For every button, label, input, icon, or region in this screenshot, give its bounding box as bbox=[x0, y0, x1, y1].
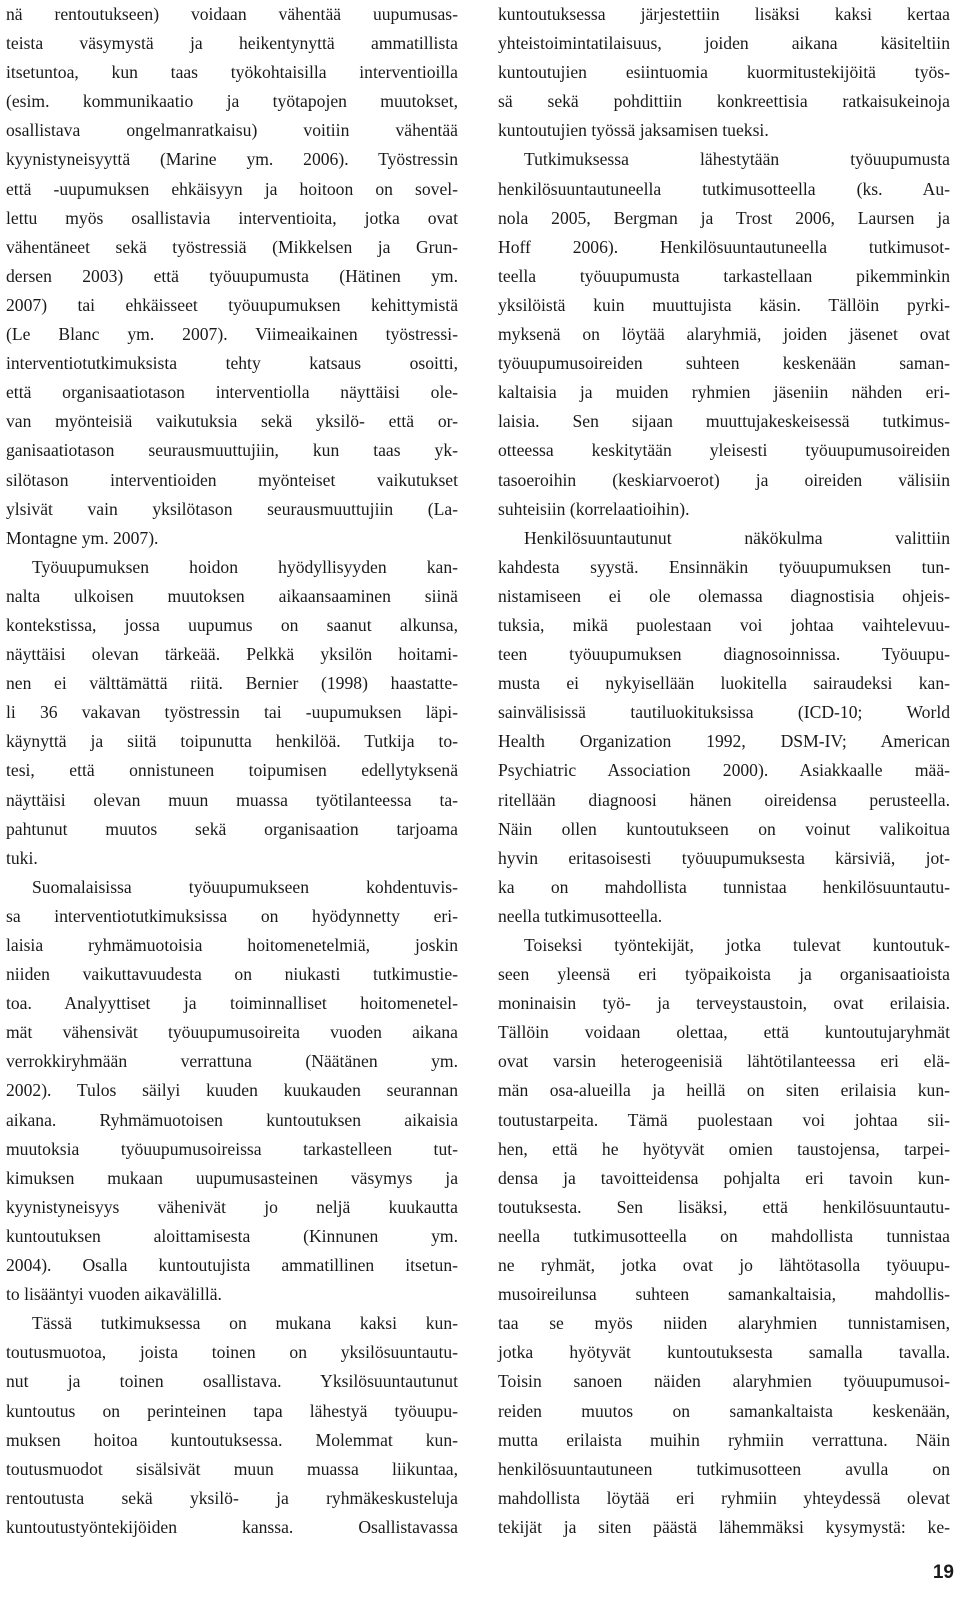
text-line: toutusmuotoa, joista toinen on yksilösuuntautu- bbox=[6, 1342, 458, 1363]
text-line: neella tutkimusotteella. bbox=[498, 905, 663, 926]
text-line: mahdollista löytää eri ryhmiin yhteydessä olevat bbox=[498, 1487, 950, 1508]
text-line: mutta erilaista muihin ryhmiin verrattuna. Näin bbox=[498, 1429, 950, 1450]
right-paragraph bbox=[498, 0, 950, 145]
text-line: laisia ryhmämuotoisia hoitomenetelmiä, joskin bbox=[6, 935, 458, 955]
text-line: to lisääntyi vuoden aikavälillä. bbox=[6, 1284, 222, 1305]
text-line: kuntoutujien työssä jaksamisen tueksi. bbox=[498, 120, 769, 141]
text-line: sä sekä pohdittiin konkreettisia ratkaisukeinoja bbox=[498, 91, 950, 112]
text-line: toutusmuodot sisälsivät muun muassa liikuntaa, bbox=[6, 1458, 458, 1479]
text-line: silötason interventioiden myönteiset vaikutukset bbox=[6, 469, 458, 490]
text-line: hyvin eritasoisesti työuupumuksesta kärsiviä, jot- bbox=[498, 847, 950, 868]
text-line: Hoff 2006). Henkilösuuntautuneella tutkimusot- bbox=[498, 236, 950, 257]
text-line: yksilöistä kuin muuttujista käsin. Tällöin pyrki- bbox=[498, 294, 950, 315]
text-line: nä rentoutukseen) voidaan vähentää uupumusas- bbox=[6, 4, 458, 24]
text-line: henkilösuuntautuneella tutkimusotteella (ks. Au- bbox=[498, 178, 950, 199]
text-line: tasoeroihin (keskiarvoerot) ja oireiden välisiin bbox=[498, 469, 950, 490]
text-line: nalta ulkoisen muutoksen aikaansaaminen siinä bbox=[6, 585, 458, 606]
text-line: verrokkiryhmään verrattuna (Näätänen ym. bbox=[6, 1051, 458, 1072]
text-line: Tässä tutkimuksessa on mukana kaksi kun- bbox=[32, 1313, 458, 1334]
right-paragraph bbox=[498, 145, 950, 523]
text-line: ka on mahdollista tunnistaa henkilösuuntautu- bbox=[498, 876, 950, 897]
text-line: teista väsymystä ja heikentynyttä ammatillista bbox=[6, 33, 458, 54]
left-paragraph bbox=[6, 553, 458, 873]
text-line: teen työuupumuksen diagnosoinnissa. Työuupu- bbox=[498, 644, 950, 665]
text-line: kuntoutuksessa järjestettiin lisäksi kaksi kertaa bbox=[498, 4, 950, 24]
text-line: li 36 vakavan työstressin tai -uupumuksen läpi- bbox=[6, 702, 458, 723]
text-line: laisia. Sen sijaan muuttujakeskeisessä tutkimus- bbox=[498, 411, 950, 432]
text-line: itsetuntoa, kun taas työkohtaisilla interventioilla bbox=[6, 62, 458, 83]
text-line: että -uupumuksen ehkäisyyn ja hoitoon on sovel- bbox=[6, 178, 458, 199]
text-line: kimuksen mukaan uupumusasteinen väsymys ja bbox=[6, 1167, 458, 1188]
text-line: (Le Blanc ym. 2007). Viimeaikainen työstressi- bbox=[6, 324, 458, 345]
text-line: Toiseksi työntekijät, jotka tulevat kuntoutuk- bbox=[524, 935, 950, 955]
text-line: käynyttä ja siitä toipunutta henkilöä. Tutkija to- bbox=[6, 731, 458, 752]
text-line: toutustarpeita. Tämä puolestaan voi johtaa sii- bbox=[498, 1109, 950, 1130]
text-line: Tällöin voidaan olettaa, että kuntoutujaryhmät bbox=[498, 1022, 950, 1043]
text-line: Henkilösuuntautunut näkökulma valittiin bbox=[524, 527, 950, 548]
text-line: tuki. bbox=[6, 847, 38, 868]
right-paragraph bbox=[498, 524, 950, 931]
text-line: ritellään diagnoosi hänen oireidensa perusteella. bbox=[498, 789, 950, 810]
text-line: nut ja toinen osallistava. Yksilösuuntautunut bbox=[6, 1371, 458, 1392]
text-line: pahtunut muutos sekä organisaation tarjoama bbox=[6, 818, 458, 839]
text-line: män osa-alueilla ja heillä on siten erilaisia kun- bbox=[498, 1080, 950, 1101]
text-line: kuntoutus on perinteinen tapa lähestyä työuupu- bbox=[6, 1400, 458, 1421]
text-line: ne ryhmät, jotka ovat jo lähtötasolla työuupu- bbox=[498, 1255, 950, 1276]
text-line: sa interventiotutkimuksissa on hyödynnetty eri- bbox=[6, 905, 458, 926]
text-line: aikana. Ryhmämuotoisen kuntoutuksen aikaisia bbox=[6, 1109, 458, 1130]
text-line: kyynistyneisyys vähenivät jo neljä kuukautta bbox=[6, 1196, 458, 1217]
text-line: neella tutkimusotteella on mahdollista tunnistaa bbox=[498, 1225, 950, 1246]
left-column bbox=[6, 0, 458, 1542]
text-line: otteessa keskitytään yleisesti työuupumusoireiden bbox=[498, 440, 950, 461]
text-line: van myönteisiä vaikutuksia sekä yksilö- että or- bbox=[6, 411, 458, 432]
text-line: lettu myös osallistavia interventioita, jotka ovat bbox=[6, 207, 458, 228]
text-line: musoireilunsa suhteen samankaltaisia, mahdollis- bbox=[498, 1284, 950, 1305]
text-line: tuksia, mikä puolestaan voi johtaa vaihtelevuu- bbox=[498, 614, 950, 635]
text-line: reiden muutos on samankaltaista keskenään, bbox=[498, 1400, 950, 1421]
text-line: rentoutusta sekä yksilö- ja ryhmäkeskusteluja bbox=[6, 1487, 458, 1508]
text-line: kuntoutuksen aloittamisesta (Kinnunen ym. bbox=[6, 1225, 458, 1246]
text-line: teella työuupumusta tarkastellaan pikemminkin bbox=[498, 265, 950, 286]
text-line: kuntoutustyöntekijöiden kanssa. Osallistavassa bbox=[6, 1516, 458, 1537]
text-line: densa ja tavoitteidensa pohjalta eri tavoin kun- bbox=[498, 1167, 950, 1188]
text-line: Suomalaisissa työuupumukseen kohdentuvis- bbox=[32, 876, 458, 897]
text-line: muksen hoitoa kuntoutuksessa. Molemmat kun- bbox=[6, 1429, 458, 1450]
text-line: hen, että he hyötyvät omien taustojensa, tarpei- bbox=[498, 1138, 950, 1159]
text-line: musta ei nykyisellään luokitella sairaudeksi kan- bbox=[498, 673, 950, 694]
text-line: toa. Analyyttiset ja toiminnalliset hoitomenetel- bbox=[6, 993, 458, 1014]
text-line: ylsivät vain yksilötason seurausmuuttujiin (La- bbox=[6, 498, 458, 519]
text-line: työuupumusoireiden suhteen keskenään saman- bbox=[498, 353, 950, 374]
text-line: toutuksesta. Sen lisäksi, että henkilösuuntautu- bbox=[498, 1196, 950, 1217]
text-line: Näin ollen kuntoutukseen on voinut valikoitua bbox=[498, 818, 950, 839]
text-line: interventiotutkimuksista tehty katsaus osoitti, bbox=[6, 353, 458, 374]
text-line: kahdesta syystä. Ensinnäkin työuupumuksen tun- bbox=[498, 556, 950, 577]
text-line: nistamiseen ei ole olemassa diagnostisia ohjeis- bbox=[498, 585, 950, 606]
text-line: suhteisiin (korrelaatioihin). bbox=[498, 498, 690, 519]
text-line: tekijät ja siten päästä lähemmäksi kysymystä: ke- bbox=[498, 1516, 950, 1537]
text-line: Työuupumuksen hoidon hyödyllisyyden kan- bbox=[32, 556, 458, 577]
text-line: kuntoutujien esiintuomia kuormitustekijöitä työs- bbox=[498, 62, 950, 83]
text-line: jotka hyötyvät kuntoutuksesta samalla tavalla. bbox=[498, 1342, 950, 1363]
text-line: moninaisin työ- ja terveystaustoin, ovat erilaisia. bbox=[498, 993, 950, 1014]
text-line: että organisaatiotason interventiolla näyttäisi ole- bbox=[6, 382, 458, 403]
page-number: 19 bbox=[932, 1562, 954, 1583]
text-line: henkilösuuntautuneen tutkimusotteen avulla on bbox=[498, 1458, 950, 1479]
text-line: kontekstissa, jossa uupumus on saanut alkunsa, bbox=[6, 614, 458, 635]
text-line: mät vähensivät työuupumusoireita vuoden aikana bbox=[6, 1022, 458, 1043]
text-line: ganisaatiotason seurausmuuttujiin, kun taas yk- bbox=[6, 440, 458, 461]
text-line: osallistava ongelmanratkaisu) voitiin vähentää bbox=[6, 120, 458, 141]
text-line: dersen 2003) että työuupumusta (Hätinen ym. bbox=[6, 265, 458, 286]
text-line: 2002). Tulos säilyi kuuden kuukauden seurannan bbox=[6, 1080, 458, 1101]
text-line: vähentäneet sekä työstressiä (Mikkelsen ja Grun- bbox=[6, 236, 458, 257]
right-column bbox=[498, 0, 950, 1542]
text-line: 2007) tai ehkäisseet työuupumuksen kehittymistä bbox=[6, 294, 458, 315]
text-line: yhteistoimintatilaisuus, joiden aikana käsiteltiin bbox=[498, 33, 950, 54]
left-paragraph bbox=[6, 0, 458, 553]
text-line: myksenä on löytää alaryhmiä, joiden jäsenet ovat bbox=[498, 324, 950, 345]
text-line: tesi, että onnistuneen toipumisen edellytyksenä bbox=[6, 760, 458, 781]
left-paragraph bbox=[6, 873, 458, 1309]
text-line: niiden vaikuttavuudesta on niukasti tutkimustie- bbox=[6, 964, 458, 985]
text-line: Toisin sanoen näiden alaryhmien työuupumusoi- bbox=[498, 1371, 950, 1392]
text-line: muutoksia työuupumusoireissa tarkastelleen tut- bbox=[6, 1138, 458, 1159]
text-line: seen yleensä eri työpaikoista ja organisaatioista bbox=[498, 964, 950, 985]
text-line: kaltaisia ja muiden ryhmien jäseniin nähden eri- bbox=[498, 382, 950, 403]
text-line: näyttäisi olevan tärkeää. Pelkkä yksilön hoitami- bbox=[6, 644, 458, 665]
text-line: (esim. kommunikaatio ja työtapojen muutokset, bbox=[6, 91, 458, 112]
right-paragraph bbox=[498, 931, 950, 1542]
text-line: nen ei välttämättä riitä. Bernier (1998) haastatte- bbox=[6, 673, 458, 694]
left-paragraph bbox=[6, 1309, 458, 1542]
text-line: Psychiatric Association 2000). Asiakkaalle mää- bbox=[498, 760, 950, 781]
text-line: Tutkimuksessa lähestytään työuupumusta bbox=[524, 149, 950, 170]
text-line: nola 2005, Bergman ja Trost 2006, Laursen ja bbox=[498, 207, 950, 228]
text-line: ovat varsin heterogeenisiä lähtötilanteessa eri elä- bbox=[498, 1051, 950, 1072]
text-line: kyynistyneisyyttä (Marine ym. 2006). Työstressin bbox=[6, 149, 458, 170]
text-line: Montagne ym. 2007). bbox=[6, 527, 159, 548]
text-line: taa se myös niiden alaryhmien tunnistamisen, bbox=[498, 1313, 950, 1334]
text-line: Health Organization 1992, DSM-IV; American bbox=[498, 731, 950, 752]
text-line: 2004). Osalla kuntoutujista ammatillinen itsetun- bbox=[6, 1255, 458, 1276]
text-line: näyttäisi olevan muun muassa työtilanteessa ta- bbox=[6, 789, 458, 810]
text-line: sainvälisissä tautiluokituksissa (ICD-10; World bbox=[498, 702, 950, 723]
